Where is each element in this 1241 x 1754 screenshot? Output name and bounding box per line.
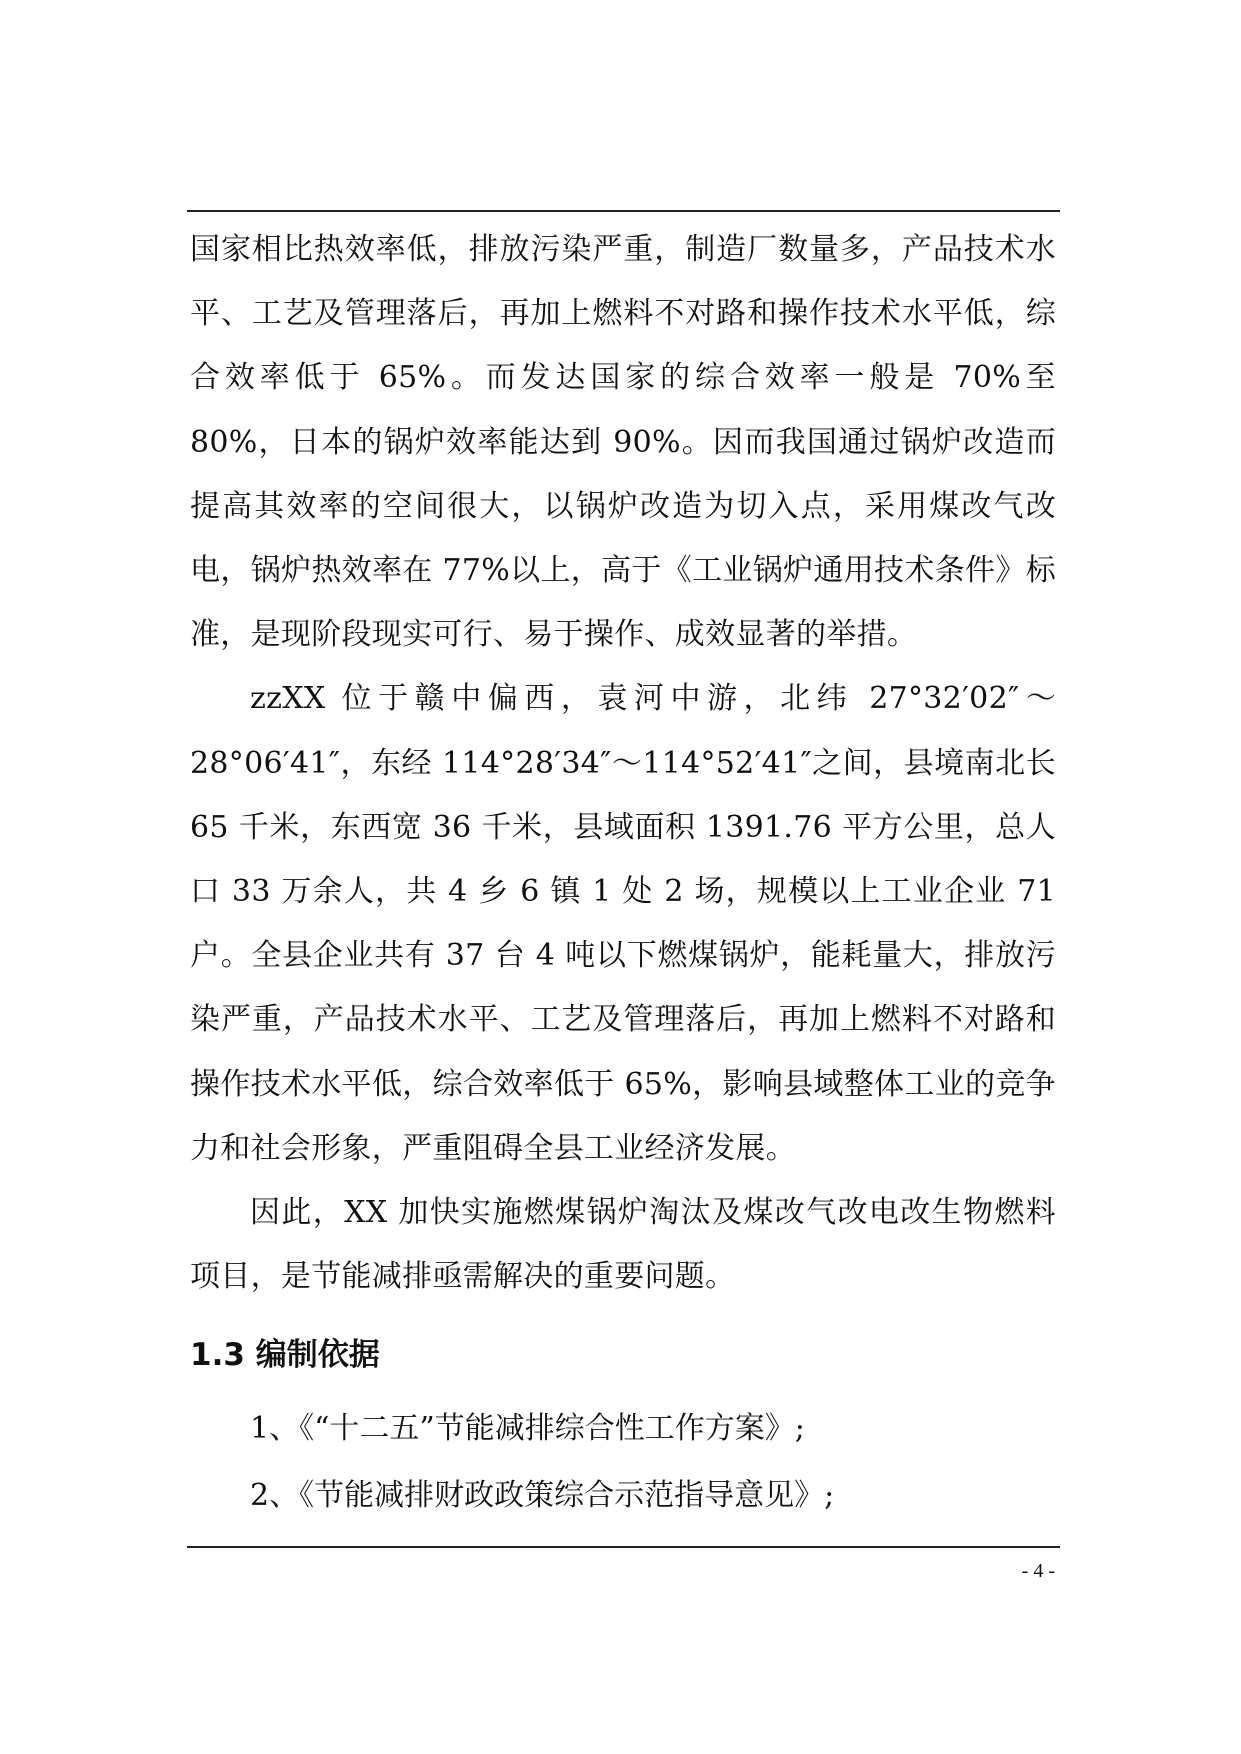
header-rule	[187, 210, 1060, 212]
body-paragraph: zzXX 位于赣中偏西，袁河中游，北纬 27°32′02″～28°06′41″，东经 114°28′34″～114°52′41″之间，县境南北长 65 千米，东西宽 36 千米，县域面积 1391.76 平方公里，总人口 33 万余人，共 4 乡 6 镇 1 处 2 场，规模以上工业企业 71 户。全县企业共有 37 台 4 吨以下燃煤锅炉，能耗量大，排放污染严重，产品技术水平、工艺及管理落后，再加上燃料不对路和操作技术水平低，综合效率低于 65%，影响县域整体工业的竞争力和社会形象，严重阻碍全县工业经济发展。	[190, 681, 1056, 1166]
footer-rule	[187, 1546, 1060, 1548]
page-number: - 4 -	[1021, 1560, 1055, 1582]
list-item: 2、《节能减排财政政策综合示范指导意见》;	[250, 1478, 835, 1514]
page-content	[190, 218, 1056, 1529]
section-heading: 1.3 编制依据	[190, 1337, 380, 1374]
list-item: 1、《“十二五”节能减排综合性工作方案》;	[250, 1411, 805, 1447]
body-paragraph: 因此，XX 加快实施燃煤锅炉淘汰及煤改气改电改生物燃料项目，是节能减排亟需解决的重要问题。	[190, 1195, 1056, 1295]
body-paragraph: 国家相比热效率低，排放污染严重，制造厂数量多，产品技术水平、工艺及管理落后，再加上燃料不对路和操作技术水平低，综合效率低于 65%。而发达国家的综合效率一般是 70%至 80%，日本的锅炉效率能达到 90%。因而我国通过锅炉改造而提高其效率的空间很大，以锅炉改造为切入点，采用煤改气改电，锅炉热效率在 77%以上，高于《工业锅炉通用技术条件》标准，是现阶段现实可行、易于操作、成效显著的举措。	[190, 232, 1056, 653]
